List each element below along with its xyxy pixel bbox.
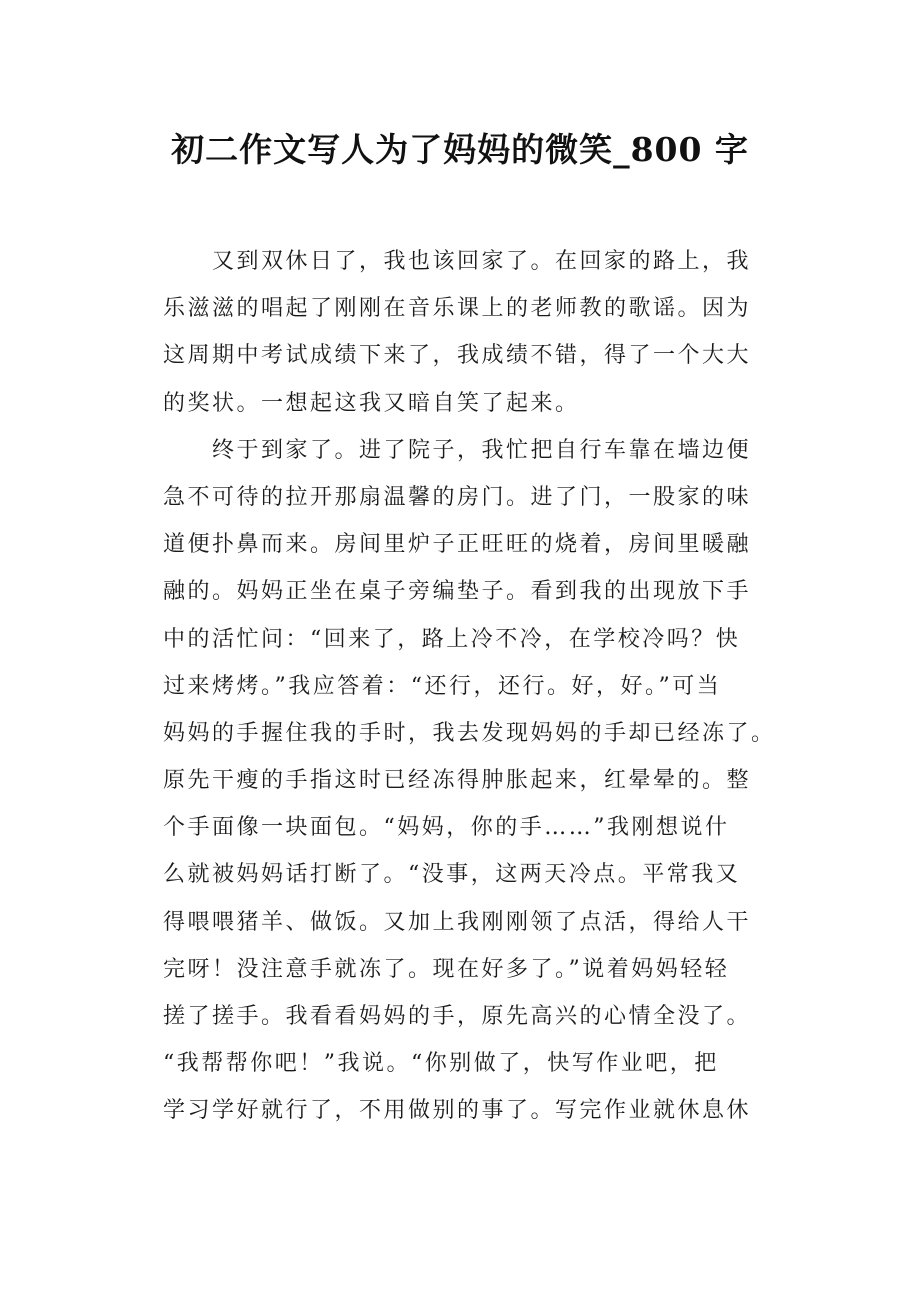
text-line: 妈妈的手握住我的手时，我去发现妈妈的手却已经冻了。 xyxy=(163,720,776,746)
text-line: 个手面像一块面包。“妈妈，你的手……”我刚想说什 xyxy=(163,815,730,841)
document-title: 初二作文写人为了妈妈的微笑_800 字 xyxy=(171,130,749,169)
text-line: 搓了搓手。我看看妈妈的手，原先高兴的心情全没了。 xyxy=(163,1004,752,1029)
text-line: 道便扑鼻而来。房间里炉子正旺旺的烧着，房间里暖融 xyxy=(163,532,752,558)
text-line: 融的。妈妈正坐在桌子旁编垫子。看到我的出现放下手 xyxy=(163,579,752,605)
text-line: 的奖状。一想起这我又暗自笑了起来。 xyxy=(163,390,580,416)
text-line: 乐滋滋的唱起了刚刚在音乐课上的老师教的歌谣。因为 xyxy=(163,296,752,322)
text-line: “我帮帮你吧！”我说。“你别做了，快写作业吧，把 xyxy=(163,1051,719,1077)
document-body xyxy=(163,238,783,1135)
text-line: 过来烤烤。”我应答着：“还行，还行。好，好。”可当 xyxy=(163,673,722,699)
text-line: 又到双休日了，我也该回家了。在回家的路上，我 xyxy=(163,249,752,274)
text-line: 终于到家了。进了院子，我忙把自行车靠在墙边便 xyxy=(163,437,752,463)
text-line: 原先干瘦的手指这时已经冻得肿胀起来，红晕晕的。整 xyxy=(163,768,752,794)
text-line: 完呀！没注意手就冻了。现在好多了。”说着妈妈轻轻 xyxy=(163,956,730,982)
text-line: 么就被妈妈话打断了。“没事，这两天冷点。平常我又 xyxy=(163,862,741,888)
text-line: 这周期中考试成绩下来了，我成绩不错，得了一个大大 xyxy=(163,343,752,369)
text-line: 学习学好就行了，不用做别的事了。写完作业就休息休 xyxy=(163,1098,752,1124)
text-line: 急不可待的拉开那扇温馨的房门。进了门，一股家的味 xyxy=(163,484,752,510)
text-line: 得喂喂猪羊、做饭。又加上我刚刚领了点活，得给人干 xyxy=(163,909,752,935)
text-line: 中的活忙问：“回来了，路上冷不冷，在学校冷吗？快 xyxy=(163,626,741,652)
